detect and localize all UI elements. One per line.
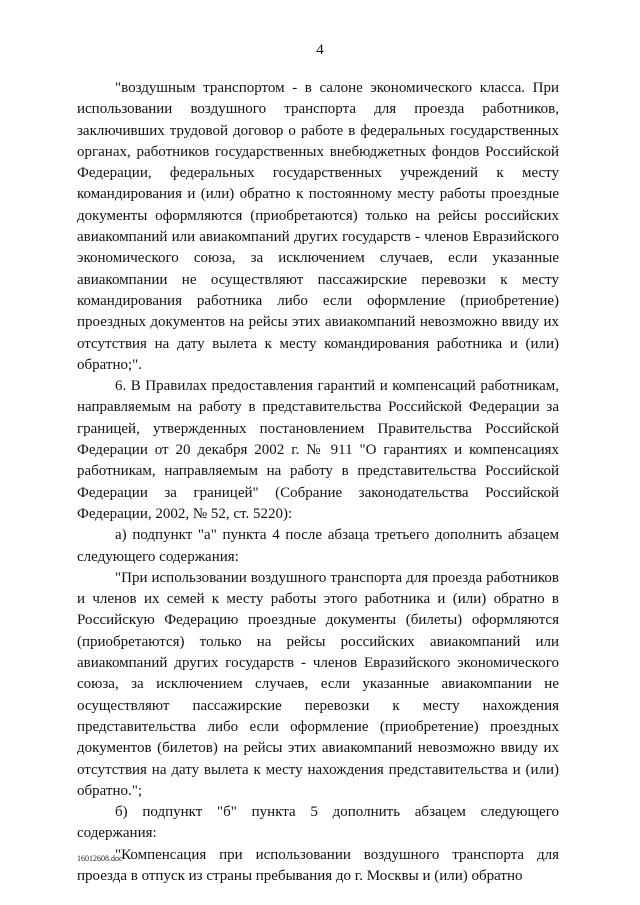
paragraph-6: "Компенсация при использовании воздушного транспорта для проезда в отпуск из страны пребывания до г. Москвы и (или) обратно <box>77 846 559 884</box>
paragraph-4: "При использовании воздушного транспорта для проезда работников и членов их семей к месту работы этого работника и (или) обратно в Российскую Федерацию проездные документы (билеты) оформляются (приобретаются) только на рейсы российских авиакомпаний или авиакомпаний других государств - членов Евразийского экономического союза, за исключением случаев, если указанные авиакомпании не осуществляют пассажирские перевозки к месту нахождения представительства либо если оформление (приобретение) проездных документов (билетов) на рейсы этих авиакомпаний невозможно ввиду их отсутствия на дату вылета к месту нахождения представительства и (или) обратно."; <box>77 569 559 799</box>
page-number: 4 <box>316 42 324 58</box>
paragraph-1: "воздушным транспортом - в салоне экономического класса. При использовании воздушного транспорта для проезда работников, заключивших трудовой договор о работе в федеральных государственных органах, работников государственных внебюджетных фондов Российской Федерации, федеральных государственных учреждений к месту командирования и (или) обратно к постоянному месту работы проездные документы оформляются (приобретаются) только на рейсы российских авиакомпаний или авиакомпаний других государств - членов Евразийского экономического союза, за исключением случаев, если указанные авиакомпании не осуществляют пассажирские перевозки к месту командирования работника либо если оформление (приобретение) проездных документов на рейсы этих авиакомпаний невозможно ввиду их отсутствия на дату вылета к месту командирования работника и (или) обратно;". <box>77 80 559 373</box>
paragraph-3: а) подпункт "а" пункта 4 после абзаца третьего дополнить абзацем следующего содержания: <box>77 527 559 565</box>
paragraph-5: б) подпункт "б" пункта 5 дополнить абзацем следующего содержания: <box>77 804 559 842</box>
paragraph-2: 6. В Правилах предоставления гарантий и компенсаций работникам, направляемым на работу в представительства Российской Федерации за границей, утвержденных постановлением Правительства Российской Федерации от 20 декабря 2002 г. № 911 "О гарантиях и компенсациях работникам, направляемым на работу в представительства Российской Федерации за границей" (Собрание законодательства Российской Федерации, 2002, № 52, ст. 5220): <box>77 378 559 522</box>
footer-filename: 16012608.doc <box>77 854 123 863</box>
document-body <box>77 78 559 887</box>
